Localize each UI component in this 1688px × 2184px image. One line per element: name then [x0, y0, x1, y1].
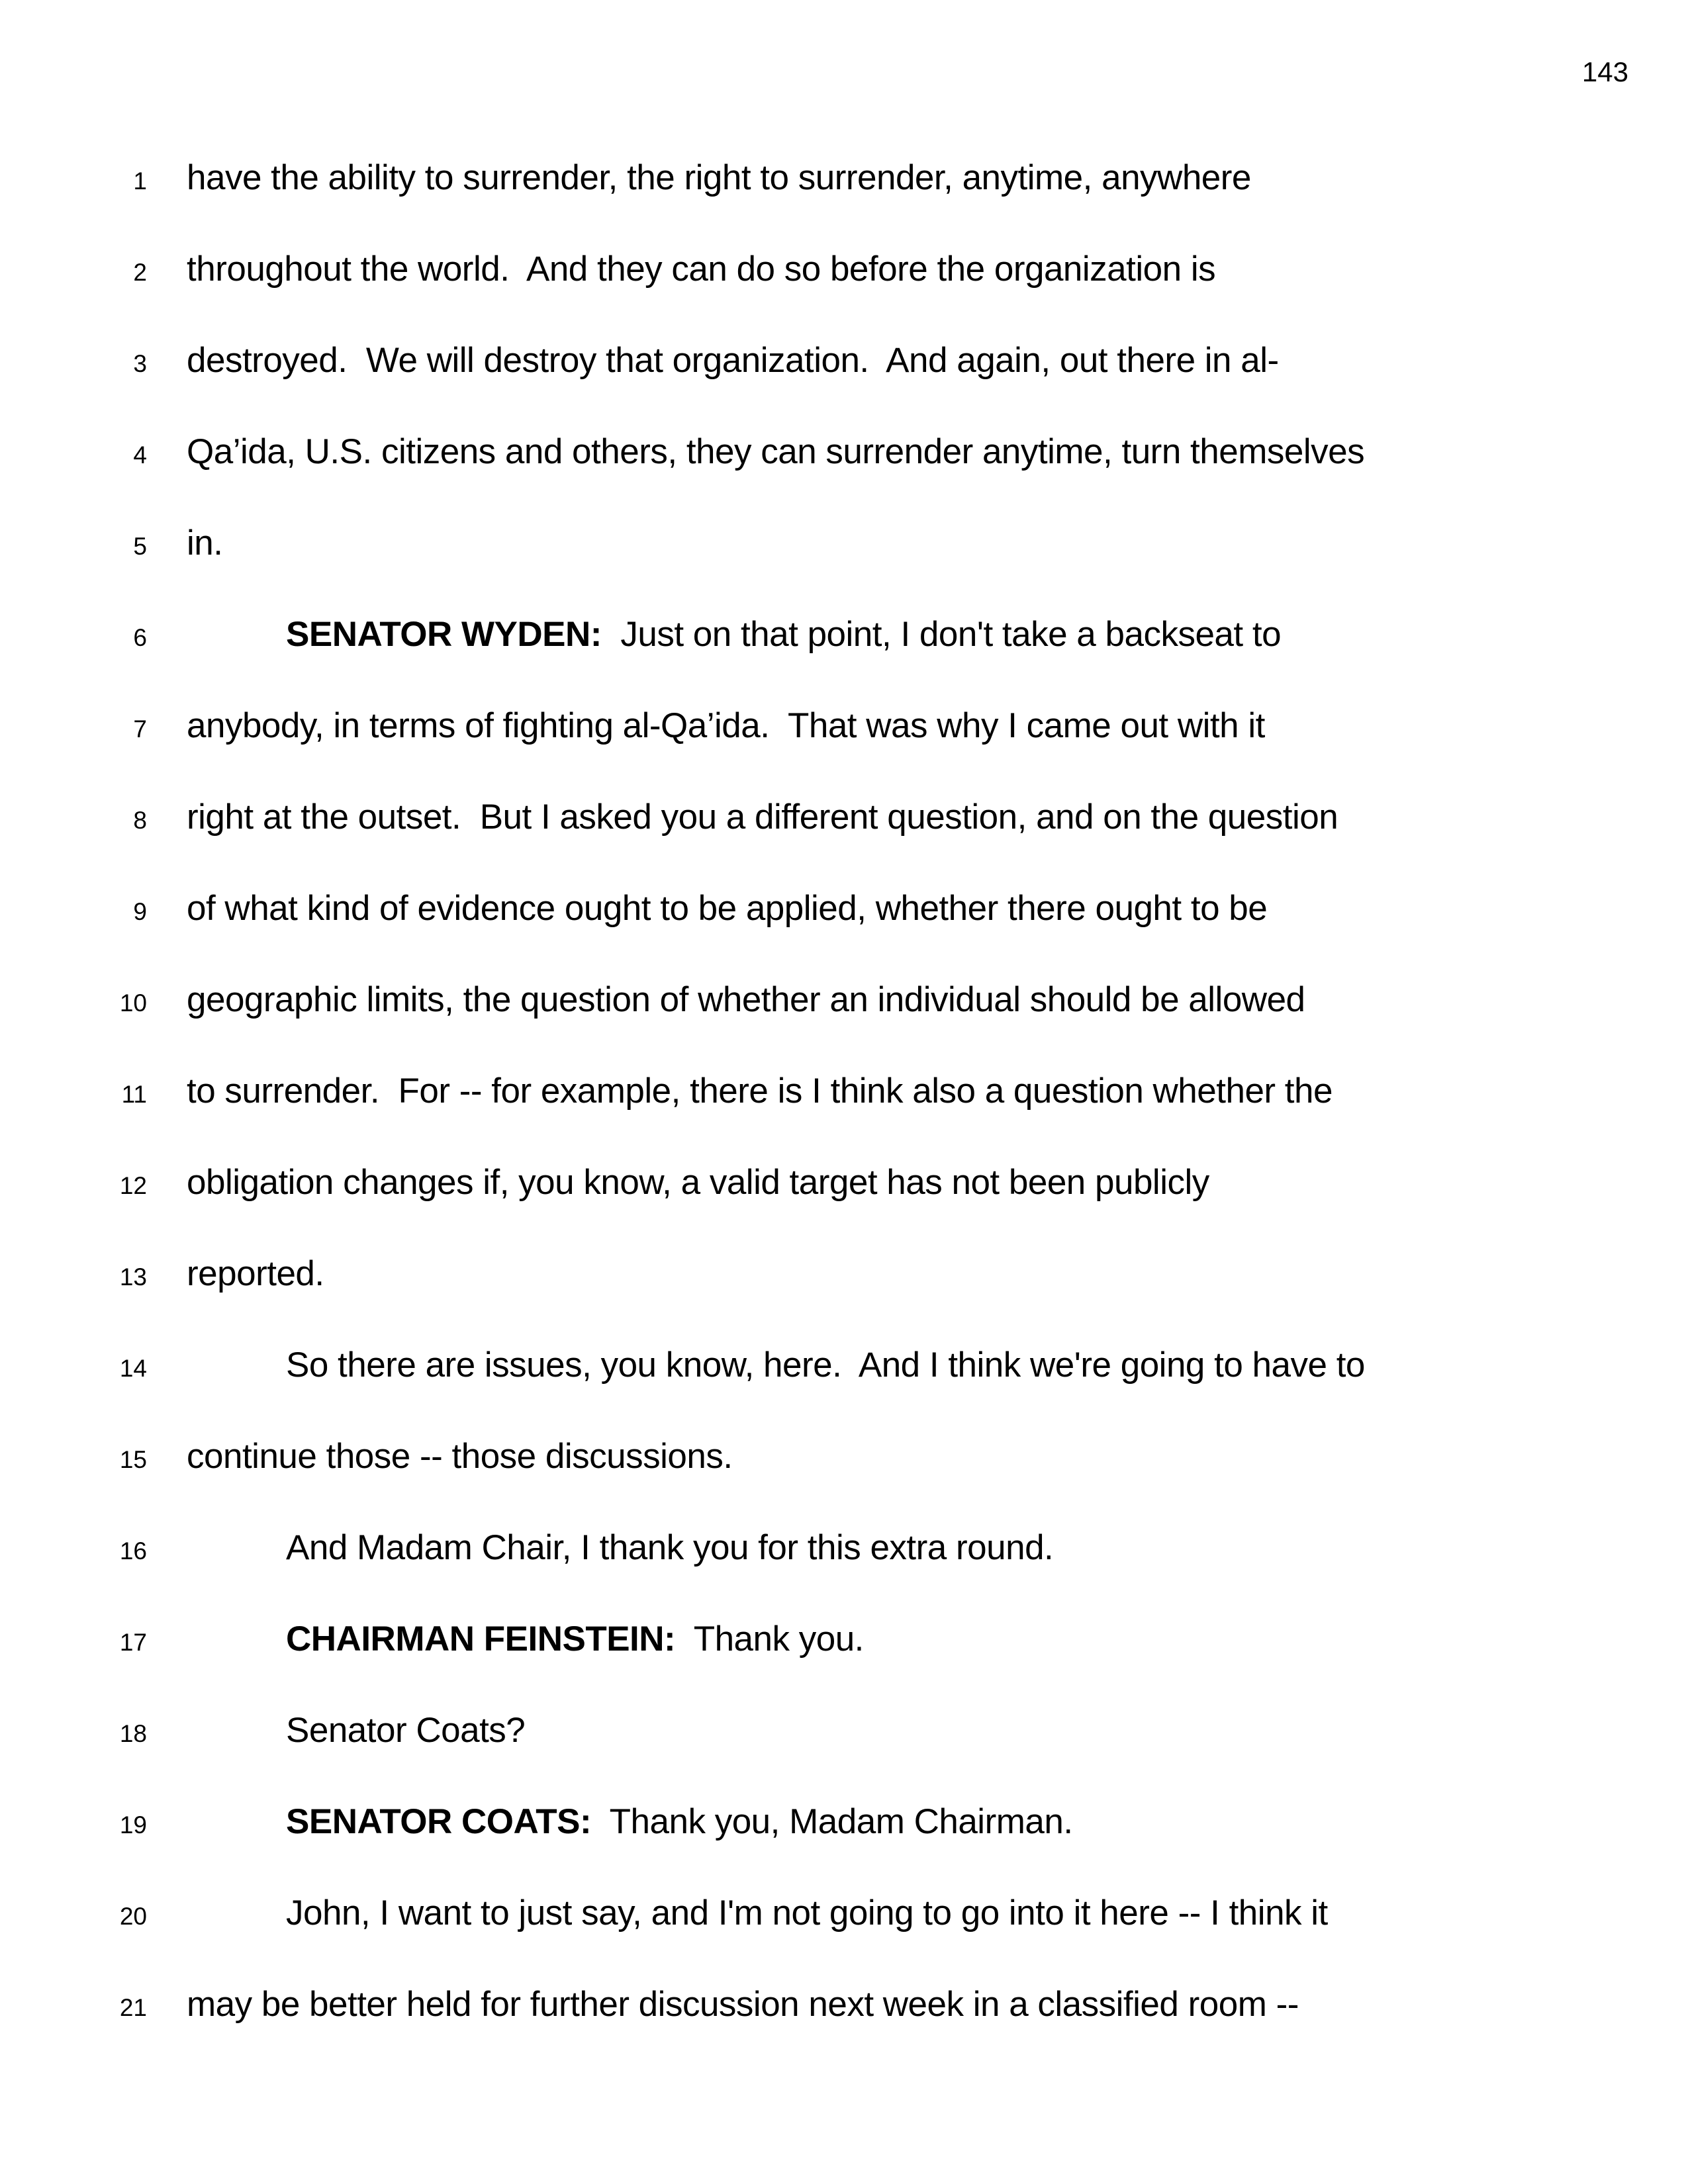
transcript-line: [0, 615, 1688, 707]
transcript-line: [0, 250, 1688, 341]
line-number: 19: [119, 1811, 147, 1839]
line-text: [286, 1894, 1328, 1932]
line-text-content: And Madam Chair, I thank you for this extra round.: [286, 1528, 1054, 1567]
line-text: [187, 159, 1251, 197]
transcript-line: [0, 433, 1688, 524]
line-text-content: Thank you, Madam Chairman.: [591, 1802, 1073, 1841]
line-text: [187, 341, 1279, 379]
line-number: 5: [133, 533, 147, 560]
line-text-content: Senator Coats?: [286, 1711, 526, 1750]
line-text-content: anybody, in terms of fighting al-Qa’ida. That was why I came out with it: [187, 706, 1265, 745]
transcript-line: [0, 889, 1688, 981]
line-text: [187, 707, 1265, 745]
line-text-content: right at the outset. But I asked you a different question, and on the question: [187, 797, 1338, 837]
transcript-line: [0, 1894, 1688, 1985]
transcript-line: [0, 1437, 1688, 1529]
line-text-content: to surrender. For -- for example, there is I think also a question whether the: [187, 1071, 1333, 1111]
line-number: 20: [119, 1903, 147, 1930]
line-number: 6: [133, 624, 147, 651]
line-number: 16: [119, 1537, 147, 1565]
transcript-line: [0, 1620, 1688, 1711]
line-text: [187, 1255, 324, 1293]
transcript-line: [0, 1711, 1688, 1803]
line-number: 1: [133, 167, 147, 195]
line-text: [187, 1163, 1209, 1201]
line-number: 14: [119, 1355, 147, 1382]
line-text-content: reported.: [187, 1254, 324, 1293]
line-text-content: in.: [187, 523, 223, 563]
transcript-line: [0, 159, 1688, 250]
line-number: 4: [133, 441, 147, 469]
line-number: 12: [119, 1172, 147, 1199]
line-text-content: So there are issues, you know, here. And I think we're going to have to: [286, 1345, 1365, 1385]
line-text: [286, 1346, 1365, 1384]
line-number: 15: [119, 1446, 147, 1473]
line-text: [187, 798, 1338, 836]
line-text: [286, 1711, 525, 1749]
line-text: [187, 1437, 733, 1475]
line-number: 18: [119, 1720, 147, 1747]
transcript-body: [0, 159, 1688, 2077]
line-text-content: obligation changes if, you know, a valid target has not been publicly: [187, 1163, 1209, 1202]
line-text: [187, 1072, 1333, 1110]
page-number: 143: [1581, 56, 1628, 87]
line-number: 21: [119, 1994, 147, 2021]
transcript-line: [0, 1163, 1688, 1255]
line-text-content: Thank you.: [675, 1619, 864, 1659]
line-text: [187, 433, 1364, 471]
line-number: 7: [133, 715, 147, 743]
line-text-content: destroyed. We will destroy that organization. And again, out there in al-: [187, 341, 1279, 380]
line-text-content: of what kind of evidence ought to be applied, whether there ought to be: [187, 889, 1268, 928]
line-text: [187, 889, 1267, 927]
line-number: 17: [119, 1629, 147, 1656]
line-text-content: continue those -- those discussions.: [187, 1437, 733, 1476]
line-text-content: John, I want to just say, and I'm not going to go into it here -- I think it: [286, 1893, 1328, 1933]
transcript-line: [0, 1072, 1688, 1163]
transcript-line: [0, 341, 1688, 433]
transcript-line: [0, 1346, 1688, 1437]
transcript-line: [0, 1255, 1688, 1346]
transcript-line: [0, 1529, 1688, 1620]
transcript-line: [0, 707, 1688, 798]
line-number: 13: [119, 1263, 147, 1291]
speaker-label: SENATOR WYDEN:: [286, 615, 602, 654]
speaker-label: CHAIRMAN FEINSTEIN:: [286, 1619, 676, 1659]
transcript-line: [0, 524, 1688, 615]
line-text: [286, 1620, 864, 1658]
line-text-content: may be better held for further discussion next week in a classified room --: [187, 1985, 1299, 2024]
line-text-content: have the ability to surrender, the right to surrender, anytime, anywhere: [187, 158, 1251, 197]
transcript-line: [0, 798, 1688, 889]
line-text: [187, 524, 222, 562]
transcript-line: [0, 1985, 1688, 2077]
line-text: [286, 1803, 1073, 1841]
line-text-content: Qa’ida, U.S. citizens and others, they can surrender anytime, turn themselves: [187, 432, 1365, 471]
line-number: 11: [121, 1081, 147, 1108]
line-text-content: geographic limits, the question of whether an individual should be allowed: [187, 980, 1305, 1019]
line-text: [286, 615, 1281, 653]
transcript-line: [0, 981, 1688, 1072]
line-number: 8: [133, 807, 147, 834]
line-text: [187, 981, 1305, 1019]
line-number: 10: [119, 989, 147, 1017]
line-text: [187, 1985, 1299, 2023]
line-number: 2: [133, 259, 147, 286]
line-text: [187, 250, 1215, 288]
line-text: [286, 1529, 1053, 1567]
line-text-content: throughout the world. And they can do so before the organization is: [187, 250, 1216, 289]
transcript-line: [0, 1803, 1688, 1894]
line-number: 3: [133, 350, 147, 377]
line-number: 9: [133, 898, 147, 925]
speaker-label: SENATOR COATS:: [286, 1802, 592, 1841]
line-text-content: Just on that point, I don't take a backseat to: [601, 615, 1282, 654]
